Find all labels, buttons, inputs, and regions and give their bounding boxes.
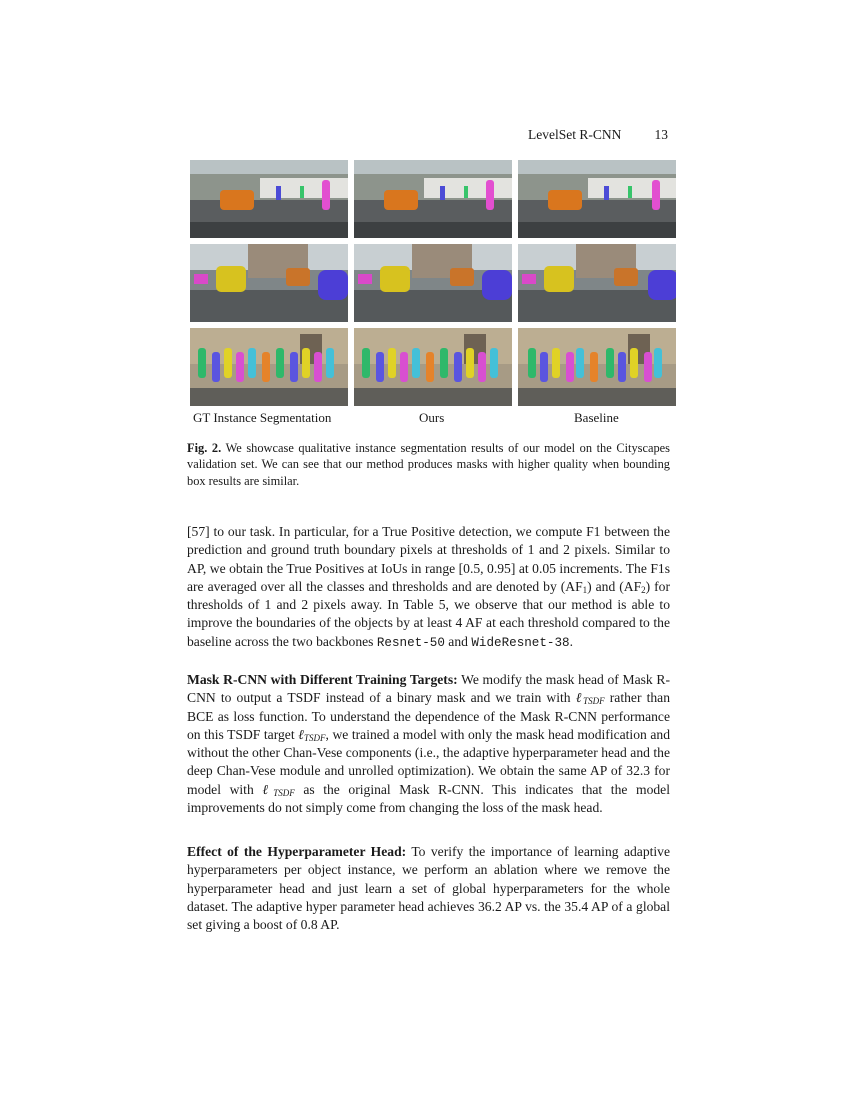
p2-text-d: as the original Mask R-CNN. This indicates that the model improvements do not simply come from changing the loss of the mask head. bbox=[187, 781, 670, 816]
p2-text-a: We modify the mask head of Mask R-CNN to output a TSDF instead of a binary mask and we train with bbox=[187, 672, 670, 706]
person-mask bbox=[628, 186, 632, 198]
segmentation-image bbox=[190, 328, 348, 406]
segmentation-image bbox=[354, 160, 512, 238]
thumbnail-street-vehicles-gt bbox=[190, 244, 348, 322]
running-title: LevelSet R-CNN bbox=[528, 127, 622, 142]
paragraph-boundary-metric bbox=[187, 523, 670, 652]
pedestrian-mask bbox=[440, 348, 448, 378]
vehicle-mask bbox=[318, 270, 348, 300]
caption-label: Fig. 2. bbox=[187, 441, 222, 455]
segmentation-image bbox=[518, 160, 676, 238]
loss-subscript: TSDF bbox=[273, 787, 295, 798]
vehicle-mask bbox=[380, 266, 410, 292]
vehicle-mask bbox=[544, 266, 574, 292]
thumbnail-street-car-pedestrian-baseline bbox=[518, 160, 676, 238]
p2-text-c: , we trained a model with only the mask head modification and without the other Chan-Vese components (i.e., the adaptive hyperparameter head and the deep Chan-Vese module and unrolled optimization). We obtain the same AP of 32.3 for model with bbox=[187, 726, 670, 797]
p2-heading: Mask R-CNN with Different Training Targets: bbox=[187, 672, 458, 687]
pedestrian-mask bbox=[478, 352, 486, 382]
p1-text-d: and bbox=[444, 633, 472, 649]
pedestrian-mask bbox=[412, 348, 420, 378]
pedestrian-mask bbox=[528, 348, 536, 378]
pedestrian-mask bbox=[566, 352, 574, 382]
pedestrian-mask bbox=[302, 348, 310, 378]
figure-image-grid bbox=[190, 160, 677, 408]
thumbnail-crowd-pedestrians-baseline bbox=[518, 328, 676, 406]
page-number: 13 bbox=[654, 127, 668, 142]
pedestrian-mask bbox=[466, 348, 474, 378]
pedestrian-mask bbox=[426, 352, 434, 382]
pedestrian-mask bbox=[290, 352, 298, 382]
p3-heading: Effect of the Hyperparameter Head: bbox=[187, 844, 407, 859]
pedestrian-mask bbox=[314, 352, 322, 382]
thumbnail-crowd-pedestrians-ours bbox=[354, 328, 512, 406]
p1-subscript-1: 1 bbox=[582, 584, 588, 595]
p1-subscript-2: 2 bbox=[641, 584, 646, 595]
pedestrian-mask bbox=[540, 352, 548, 382]
person-mask bbox=[300, 186, 304, 198]
segmentation-image bbox=[518, 328, 676, 406]
person-mask bbox=[358, 274, 372, 284]
segmentation-image bbox=[190, 244, 348, 322]
segmentation-image bbox=[190, 160, 348, 238]
person-mask bbox=[604, 186, 609, 200]
person-mask bbox=[276, 186, 281, 200]
thumbnail-street-car-pedestrian-ours bbox=[354, 160, 512, 238]
figure-caption bbox=[187, 440, 670, 489]
vehicle-mask bbox=[286, 268, 310, 286]
caption-text: We showcase qualitative instance segmentation results of our model on the Cityscapes validation set. We can see that our method produces masks with higher quality when bounding box results are similar. bbox=[187, 441, 671, 488]
code-resnet-50: Resnet-50 bbox=[376, 635, 445, 650]
loss-symbol: ℓ bbox=[262, 781, 274, 797]
thumbnail-street-vehicles-baseline bbox=[518, 244, 676, 322]
pedestrian-mask bbox=[654, 348, 662, 378]
thumbnail-street-vehicles-ours bbox=[354, 244, 512, 322]
column-label-baseline: Baseline bbox=[574, 410, 619, 425]
column-label-ours: Ours bbox=[419, 410, 445, 425]
pedestrian-mask bbox=[212, 352, 220, 382]
segmentation-image bbox=[354, 328, 512, 406]
pedestrian-mask bbox=[590, 352, 598, 382]
vehicle-mask bbox=[482, 270, 512, 300]
pedestrian-mask bbox=[388, 348, 396, 378]
pedestrian-mask bbox=[198, 348, 206, 378]
pedestrian-mask bbox=[606, 348, 614, 378]
pedestrian-mask bbox=[644, 352, 652, 382]
pedestrian-mask bbox=[276, 348, 284, 378]
pedestrian-mask bbox=[262, 352, 270, 382]
pedestrian-mask bbox=[236, 352, 244, 382]
vehicle-mask bbox=[216, 266, 246, 292]
loss-subscript: TSDF bbox=[303, 732, 326, 743]
pedestrian-mask bbox=[362, 348, 370, 378]
p1-text-b: ) and (AF bbox=[587, 578, 642, 594]
pedestrian-mask bbox=[326, 348, 334, 378]
p2-text-b: rather than BCE as loss function. To understand the dependence of the Mask R-CNN performance on this TSDF target bbox=[187, 690, 670, 742]
person-mask bbox=[464, 186, 468, 198]
loss-symbol: ℓ bbox=[575, 690, 584, 706]
pedestrian-mask bbox=[224, 348, 232, 378]
paragraph-hyperparameter-head bbox=[187, 843, 670, 934]
pedestrian-mask bbox=[552, 348, 560, 378]
p3-text: To verify the importance of learning adaptive hyperparameters per object instance, we perform an ablation where we remove the hyperparameter head and just learn a set of global hyperparameters for the whole dataset. The adaptive hyper parameter head achieves 36.2 AP vs. the 35.4 AP of a global set giving a boost of 0.8 AP. bbox=[187, 844, 670, 933]
pedestrian-mask bbox=[618, 352, 626, 382]
thumbnail-crowd-pedestrians-gt bbox=[190, 328, 348, 406]
pedestrian-mask bbox=[376, 352, 384, 382]
person-mask bbox=[194, 274, 208, 284]
vehicle-mask bbox=[450, 268, 474, 286]
segmentation-image bbox=[518, 244, 676, 322]
figure-2 bbox=[190, 160, 677, 408]
pedestrian-mask bbox=[454, 352, 462, 382]
pedestrian-mask bbox=[486, 180, 494, 210]
code-wideresnet-38: WideResnet-38 bbox=[471, 635, 570, 650]
pedestrian-mask bbox=[322, 180, 330, 210]
pedestrian-mask bbox=[652, 180, 660, 210]
pedestrian-mask bbox=[576, 348, 584, 378]
thumbnail-street-car-pedestrian-gt bbox=[190, 160, 348, 238]
car-mask bbox=[384, 190, 418, 210]
column-label-gt: GT Instance Segmentation bbox=[193, 410, 332, 425]
p1-text-c: ) for thresholds of 1 and 2 pixels away. In Table 5, we observe that our method is able to improve the boundaries of the objects by at least 4 AF at each threshold compared to the baseline across the two backbones bbox=[187, 578, 670, 649]
vehicle-mask bbox=[614, 268, 638, 286]
pedestrian-mask bbox=[400, 352, 408, 382]
car-mask bbox=[548, 190, 582, 210]
p1-text-e: . bbox=[569, 633, 573, 649]
car-mask bbox=[220, 190, 254, 210]
segmentation-image bbox=[354, 244, 512, 322]
pedestrian-mask bbox=[248, 348, 256, 378]
p1-text-a: [57] to our task. In particular, for a True Positive detection, we compute F1 between the prediction and ground truth boundary pixels at thresholds of 1 and 2 pixels. Similar to AP, we obtain the True Positives at IoUs in range [0.5, 0.95] at 0.05 increments. The F1s are averaged over all the classes and thresholds and are denoted by (AF bbox=[187, 524, 670, 594]
pedestrian-mask bbox=[630, 348, 638, 378]
loss-subscript: TSDF bbox=[583, 696, 605, 707]
person-mask bbox=[522, 274, 536, 284]
paragraph-training-targets bbox=[187, 671, 670, 817]
person-mask bbox=[440, 186, 445, 200]
loss-symbol: ℓ bbox=[298, 726, 304, 742]
pedestrian-mask bbox=[490, 348, 498, 378]
vehicle-mask bbox=[648, 270, 676, 300]
